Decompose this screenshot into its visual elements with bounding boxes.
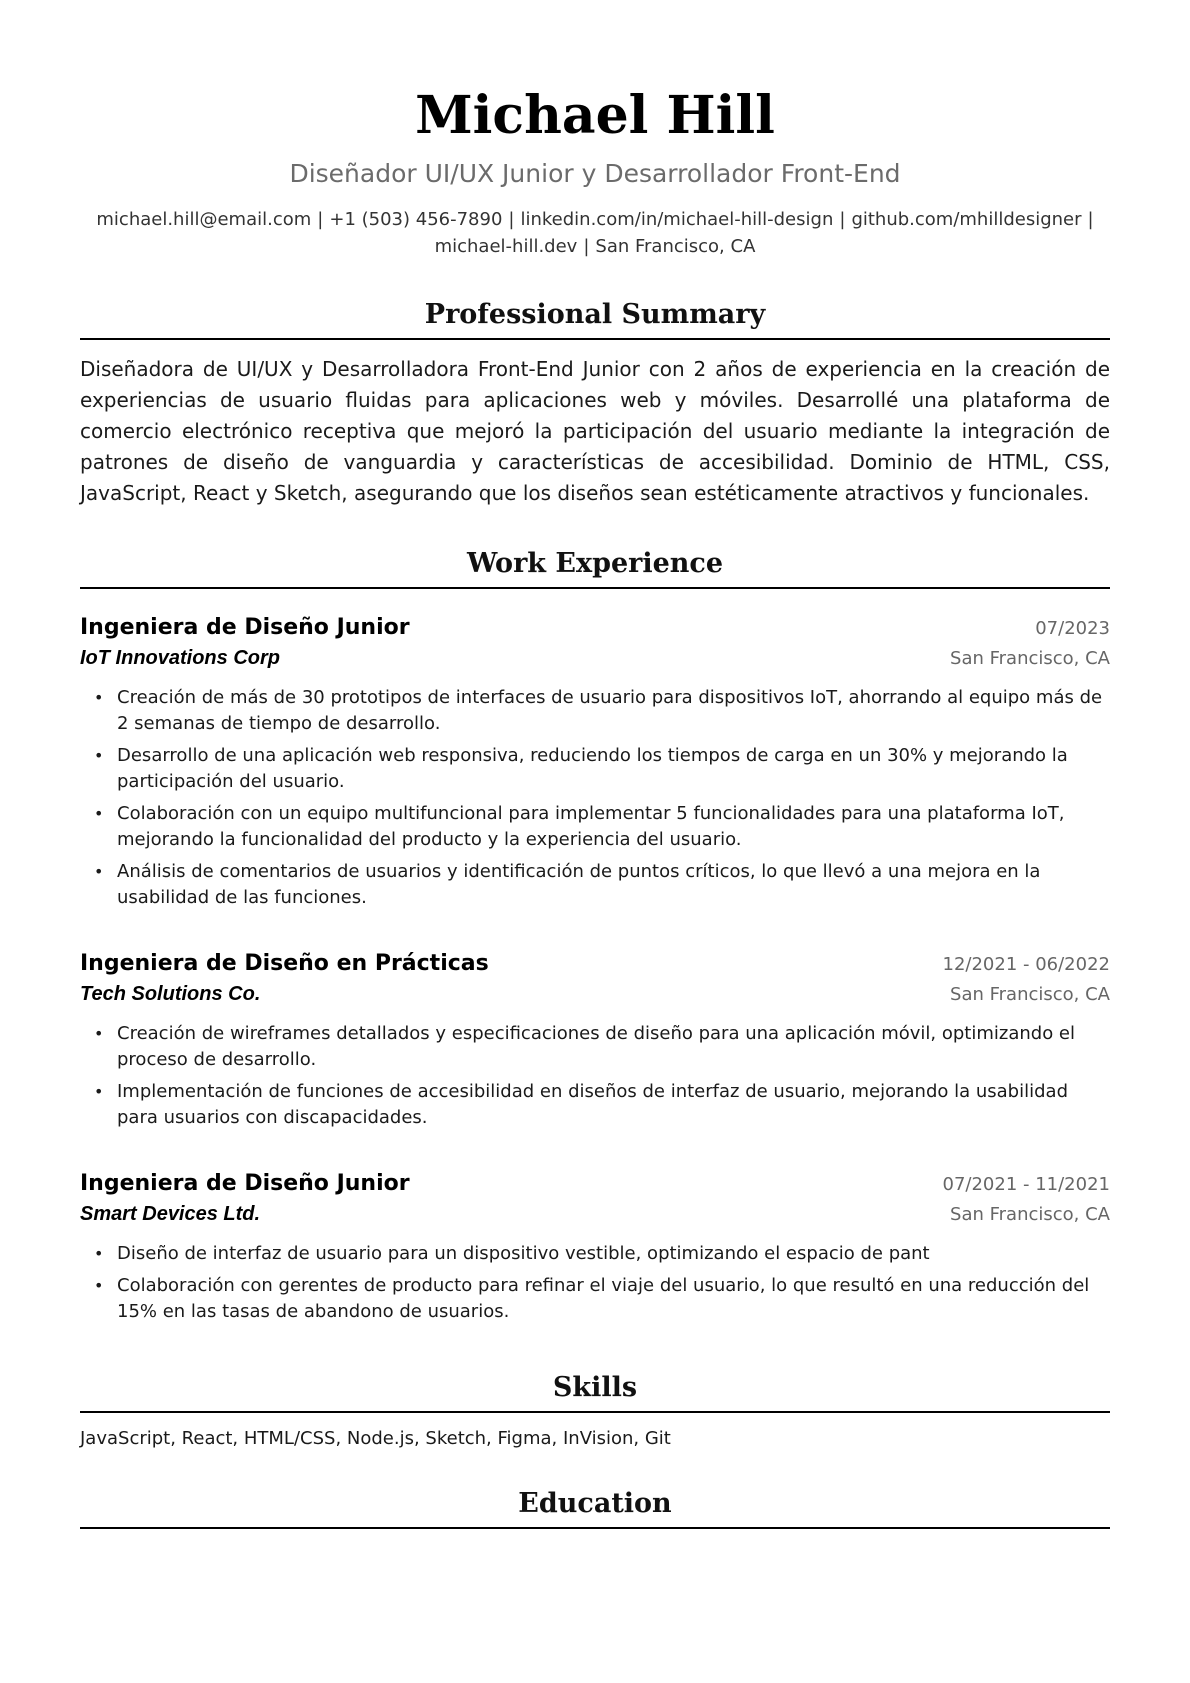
job-subheader — [80, 643, 1110, 673]
list-item: • Desarrollo de una aplicación web responsiva, reduciendo los tiempos de carga en un 30% y mejorando la participación del usuario. — [80, 743, 1110, 795]
job-title: Ingeniera de Diseño Junior — [80, 1171, 410, 1196]
job-date: 07/2023 — [1035, 618, 1110, 639]
job-bullets — [80, 685, 1110, 911]
list-item: • Creación de wireframes detallados y especificaciones de diseño para una aplicación móvil, optimizando el proceso de desarrollo. — [80, 1021, 1110, 1073]
job-header — [80, 1169, 1110, 1199]
skills-text: JavaScript, React, HTML/CSS, Node.js, Sketch, Figma, InVision, Git — [80, 1428, 671, 1449]
section-title-experience: Work Experience — [80, 547, 1110, 589]
list-item: • Análisis de comentarios de usuarios y identificación de puntos críticos, lo que llevó a una mejora en la usabilidad de las funciones. — [80, 859, 1110, 911]
job-company: Tech Solutions Co. — [80, 983, 261, 1005]
summary-section — [80, 298, 1110, 509]
education-section — [80, 1487, 1110, 1529]
contact-linkedin: linkedin.com/in/michael-hill-design — [520, 209, 834, 230]
section-title-summary: Professional Summary — [80, 298, 1110, 340]
list-item: • Colaboración con gerentes de producto para refinar el viaje del usuario, lo que resultó en una reducción del 15% en las tasas de abandono de usuarios. — [80, 1273, 1110, 1325]
contact-line-1 — [80, 206, 1110, 233]
job-header — [80, 949, 1110, 979]
section-title-education: Education — [80, 1487, 1110, 1529]
contact-separator: | — [839, 209, 846, 230]
job-entry — [80, 1169, 1110, 1325]
candidate-name: Michael Hill — [415, 85, 775, 146]
job-company: Smart Devices Ltd. — [80, 1203, 261, 1225]
contact-github: github.com/mhilldesigner — [851, 209, 1082, 230]
job-company: IoT Innovations Corp — [80, 647, 280, 669]
contact-line-2 — [80, 233, 1110, 260]
job-subheader — [80, 979, 1110, 1009]
job-location: San Francisco, CA — [950, 648, 1110, 669]
resume-page — [80, 0, 1110, 1529]
contact-email: michael.hill@email.com — [96, 209, 312, 230]
list-item: • Diseño de interfaz de usuario para un dispositivo vestible, optimizando el espacio de pant — [80, 1241, 1110, 1267]
job-header — [80, 613, 1110, 643]
section-title-skills: Skills — [80, 1371, 1110, 1413]
list-item: • Creación de más de 30 prototipos de interfaces de usuario para dispositivos IoT, ahorrando al equipo más de 2 semanas de tiempo de desarrollo. — [80, 685, 1110, 737]
contact-website: michael-hill.dev — [434, 236, 578, 257]
contact-phone: +1 (503) 456-7890 — [329, 209, 503, 230]
job-bullets — [80, 1021, 1110, 1131]
job-title: Ingeniera de Diseño en Prácticas — [80, 951, 489, 976]
contact-location: San Francisco, CA — [595, 236, 756, 257]
contact-separator: | — [583, 236, 590, 257]
candidate-headline: Diseñador UI/UX Junior y Desarrollador Front-End — [289, 159, 901, 188]
job-entry — [80, 949, 1110, 1131]
experience-section — [80, 547, 1110, 1325]
job-date: 12/2021 - 06/2022 — [942, 954, 1110, 975]
contact-separator: | — [508, 209, 515, 230]
job-date: 07/2021 - 11/2021 — [942, 1174, 1110, 1195]
summary-text: Diseñadora de UI/UX y Desarrolladora Front-End Junior con 2 años de experiencia en la creación de experiencias de usuario fluidas para aplicaciones web y móviles. Desarrollé una plataforma de comercio electrónico receptiva que mejoró la participación del usuario mediante la integración de patrones de diseño de vanguardia y características de accesibilidad. Dominio de HTML, CSS, JavaScript, React y Sketch, asegurando que los diseños sean estéticamente atractivos y funcionales. — [80, 357, 1110, 505]
job-subheader — [80, 1199, 1110, 1229]
list-item: • Implementación de funciones de accesibilidad en diseños de interfaz de usuario, mejorando la usabilidad para usuarios con discapacidades. — [80, 1079, 1110, 1131]
job-title: Ingeniera de Diseño Junior — [80, 615, 410, 640]
skills-section — [80, 1371, 1110, 1453]
job-bullets — [80, 1241, 1110, 1325]
job-entry — [80, 613, 1110, 911]
job-location: San Francisco, CA — [950, 1204, 1110, 1225]
contact-separator: | — [1087, 209, 1094, 230]
contact-separator: | — [317, 209, 324, 230]
contact-info — [80, 206, 1110, 260]
job-location: San Francisco, CA — [950, 984, 1110, 1005]
list-item: • Colaboración con un equipo multifuncional para implementar 5 funcionalidades para una plataforma IoT, mejorando la funcionalidad del producto y la experiencia del usuario. — [80, 801, 1110, 853]
